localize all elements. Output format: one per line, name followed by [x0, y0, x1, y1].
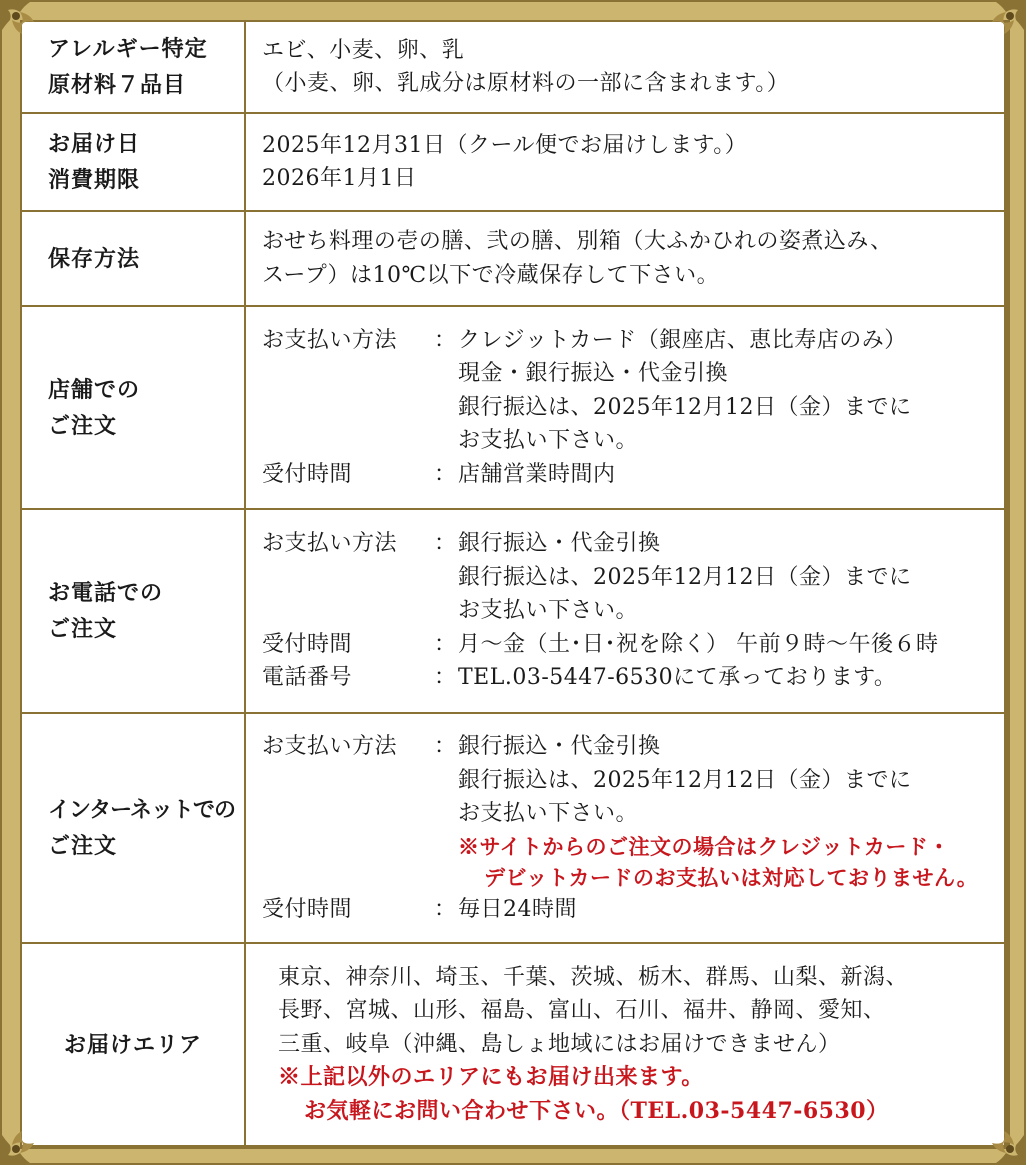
- area-list-line: 東京、神奈川、埼玉、千葉、茨城、栃木、群馬、山梨、新潟、: [278, 964, 909, 990]
- delivery-area-row: [21, 943, 1005, 1146]
- payment-method-value: クレジットカード（銀座店、恵比寿店のみ）: [458, 327, 907, 353]
- payment-method-entry: [262, 730, 996, 764]
- phone-number-entry: [262, 661, 996, 695]
- delivery-date-label-line: お届け日: [48, 131, 141, 157]
- ornament-corner-icon: [972, 0, 1026, 54]
- delivery-date-content: [245, 113, 1005, 211]
- payment-method-value: 銀行振込は、2025年12月12日（金）までに: [458, 564, 912, 590]
- credit-card-note: デビットカードのお支払いは対応しておりません。: [484, 864, 979, 890]
- phone-order-label: [21, 509, 245, 713]
- reception-hours-entry: [262, 458, 996, 492]
- payment-method-value: 銀行振込は、2025年12月12日（金）までに: [458, 394, 912, 420]
- allergy-label-line: アレルギー特定: [48, 36, 208, 62]
- allergy-text: エビ、小麦、卵、乳: [262, 37, 465, 63]
- reception-hours-value: 毎日24時間: [458, 896, 577, 922]
- payment-method-value: 銀行振込は、2025年12月12日（金）までに: [458, 767, 912, 793]
- store-order-content: [245, 306, 1005, 509]
- area-list: [262, 961, 996, 1129]
- separator: ：: [434, 461, 457, 487]
- expiry-label-line: 消費期限: [48, 167, 141, 193]
- store-order-label-line: 店舗での: [48, 376, 141, 403]
- phone-number-value: TEL.03-5447-6530にて承っております。: [458, 665, 897, 691]
- ornament-corner-icon: [0, 0, 54, 54]
- payment-method-key: お支払い方法: [262, 734, 398, 759]
- payment-method-entry: [262, 527, 996, 561]
- payment-method-value: お支払い下さい。: [458, 598, 639, 624]
- payment-method-value: お支払い下さい。: [458, 801, 639, 826]
- phone-order-label-line: お電話での: [48, 580, 164, 606]
- store-order-row: [21, 306, 1005, 509]
- separator: ：: [434, 327, 457, 353]
- separator: ：: [434, 734, 457, 759]
- separator: ：: [434, 631, 457, 657]
- storage-row: [21, 211, 1005, 306]
- phone-order-row: [21, 509, 1005, 713]
- area-note: お気軽にお問い合わせ下さい。（TEL.03-5447-6530）: [304, 1097, 889, 1124]
- delivery-date-label: [21, 113, 245, 211]
- payment-method-value: 現金・銀行振込・代金引換: [458, 361, 729, 387]
- separator: ：: [434, 531, 457, 557]
- payment-method-entry: [262, 324, 996, 358]
- storage-label: 保存方法: [21, 211, 245, 306]
- internet-order-label-line: ご注文: [48, 833, 118, 859]
- internet-order-content: [245, 713, 1005, 943]
- storage-content: [245, 211, 1005, 306]
- reception-hours-value: 店舗営業時間内: [458, 461, 616, 487]
- delivery-date-row: [21, 113, 1005, 211]
- payment-method-value: 銀行振込・代金引換: [458, 531, 661, 557]
- storage-text: おせち料理の壱の膳、弐の膳、別箱（大ふかひれの姿煮込み、: [262, 229, 893, 254]
- allergy-label: [21, 21, 245, 113]
- payment-method-key: お支払い方法: [262, 327, 398, 353]
- internet-order-label: [21, 713, 245, 943]
- area-list-line: 三重、岐阜（沖縄、島しょ地域にはお届けできません）: [278, 1031, 841, 1057]
- product-info-table: [20, 20, 1006, 1147]
- payment-method-value: 銀行振込・代金引換: [458, 734, 661, 759]
- delivery-area-label: お届けエリア: [21, 943, 245, 1146]
- reception-hours-value: 月～金（土･日･祝を除く） 午前９時～午後６時: [458, 631, 939, 657]
- store-order-label-line: ご注文: [48, 412, 118, 439]
- separator: ：: [434, 665, 457, 691]
- storage-text: スープ）は10℃以下で冷蔵保存して下さい。: [262, 262, 720, 288]
- allergy-content: [245, 21, 1005, 113]
- internet-order-label-line: インターネットでの: [48, 797, 236, 823]
- internet-order-row: [21, 713, 1005, 943]
- separator: ：: [434, 896, 457, 922]
- area-list-line: 長野、宮城、山形、福島、富山、石川、福井、静岡、愛知、: [278, 998, 886, 1024]
- reception-hours-key: 受付時間: [262, 461, 353, 487]
- reception-hours-entry: [262, 893, 996, 927]
- expiry-date-text: 2026年1月1日: [262, 166, 417, 191]
- credit-card-note: ※サイトからのご注文の場合はクレジットカード・: [458, 833, 950, 859]
- reception-hours-entry: [262, 628, 996, 662]
- ornament-corner-icon: [972, 1111, 1026, 1165]
- phone-order-label-line: ご注文: [48, 616, 118, 642]
- payment-method-key: お支払い方法: [262, 531, 398, 557]
- ornament-corner-icon: [0, 1111, 54, 1165]
- delivery-date-text: 2025年12月31日（クール便でお届けします。）: [262, 132, 748, 158]
- store-order-label: [21, 306, 245, 509]
- allergy-text: （小麦、卵、乳成分は原材料の一部に含まれます。）: [262, 71, 790, 96]
- phone-order-content: [245, 509, 1005, 713]
- payment-method-value: お支払い下さい。: [458, 428, 639, 454]
- reception-hours-key: 受付時間: [262, 631, 353, 657]
- allergy-label-line: 原材料７品目: [48, 72, 187, 98]
- phone-number-key: 電話番号: [262, 665, 353, 691]
- delivery-area-content: [245, 943, 1005, 1146]
- area-note: ※上記以外のエリアにもお届け出来ます。: [278, 1064, 704, 1091]
- reception-hours-key: 受付時間: [262, 896, 353, 922]
- allergy-row: [21, 21, 1005, 113]
